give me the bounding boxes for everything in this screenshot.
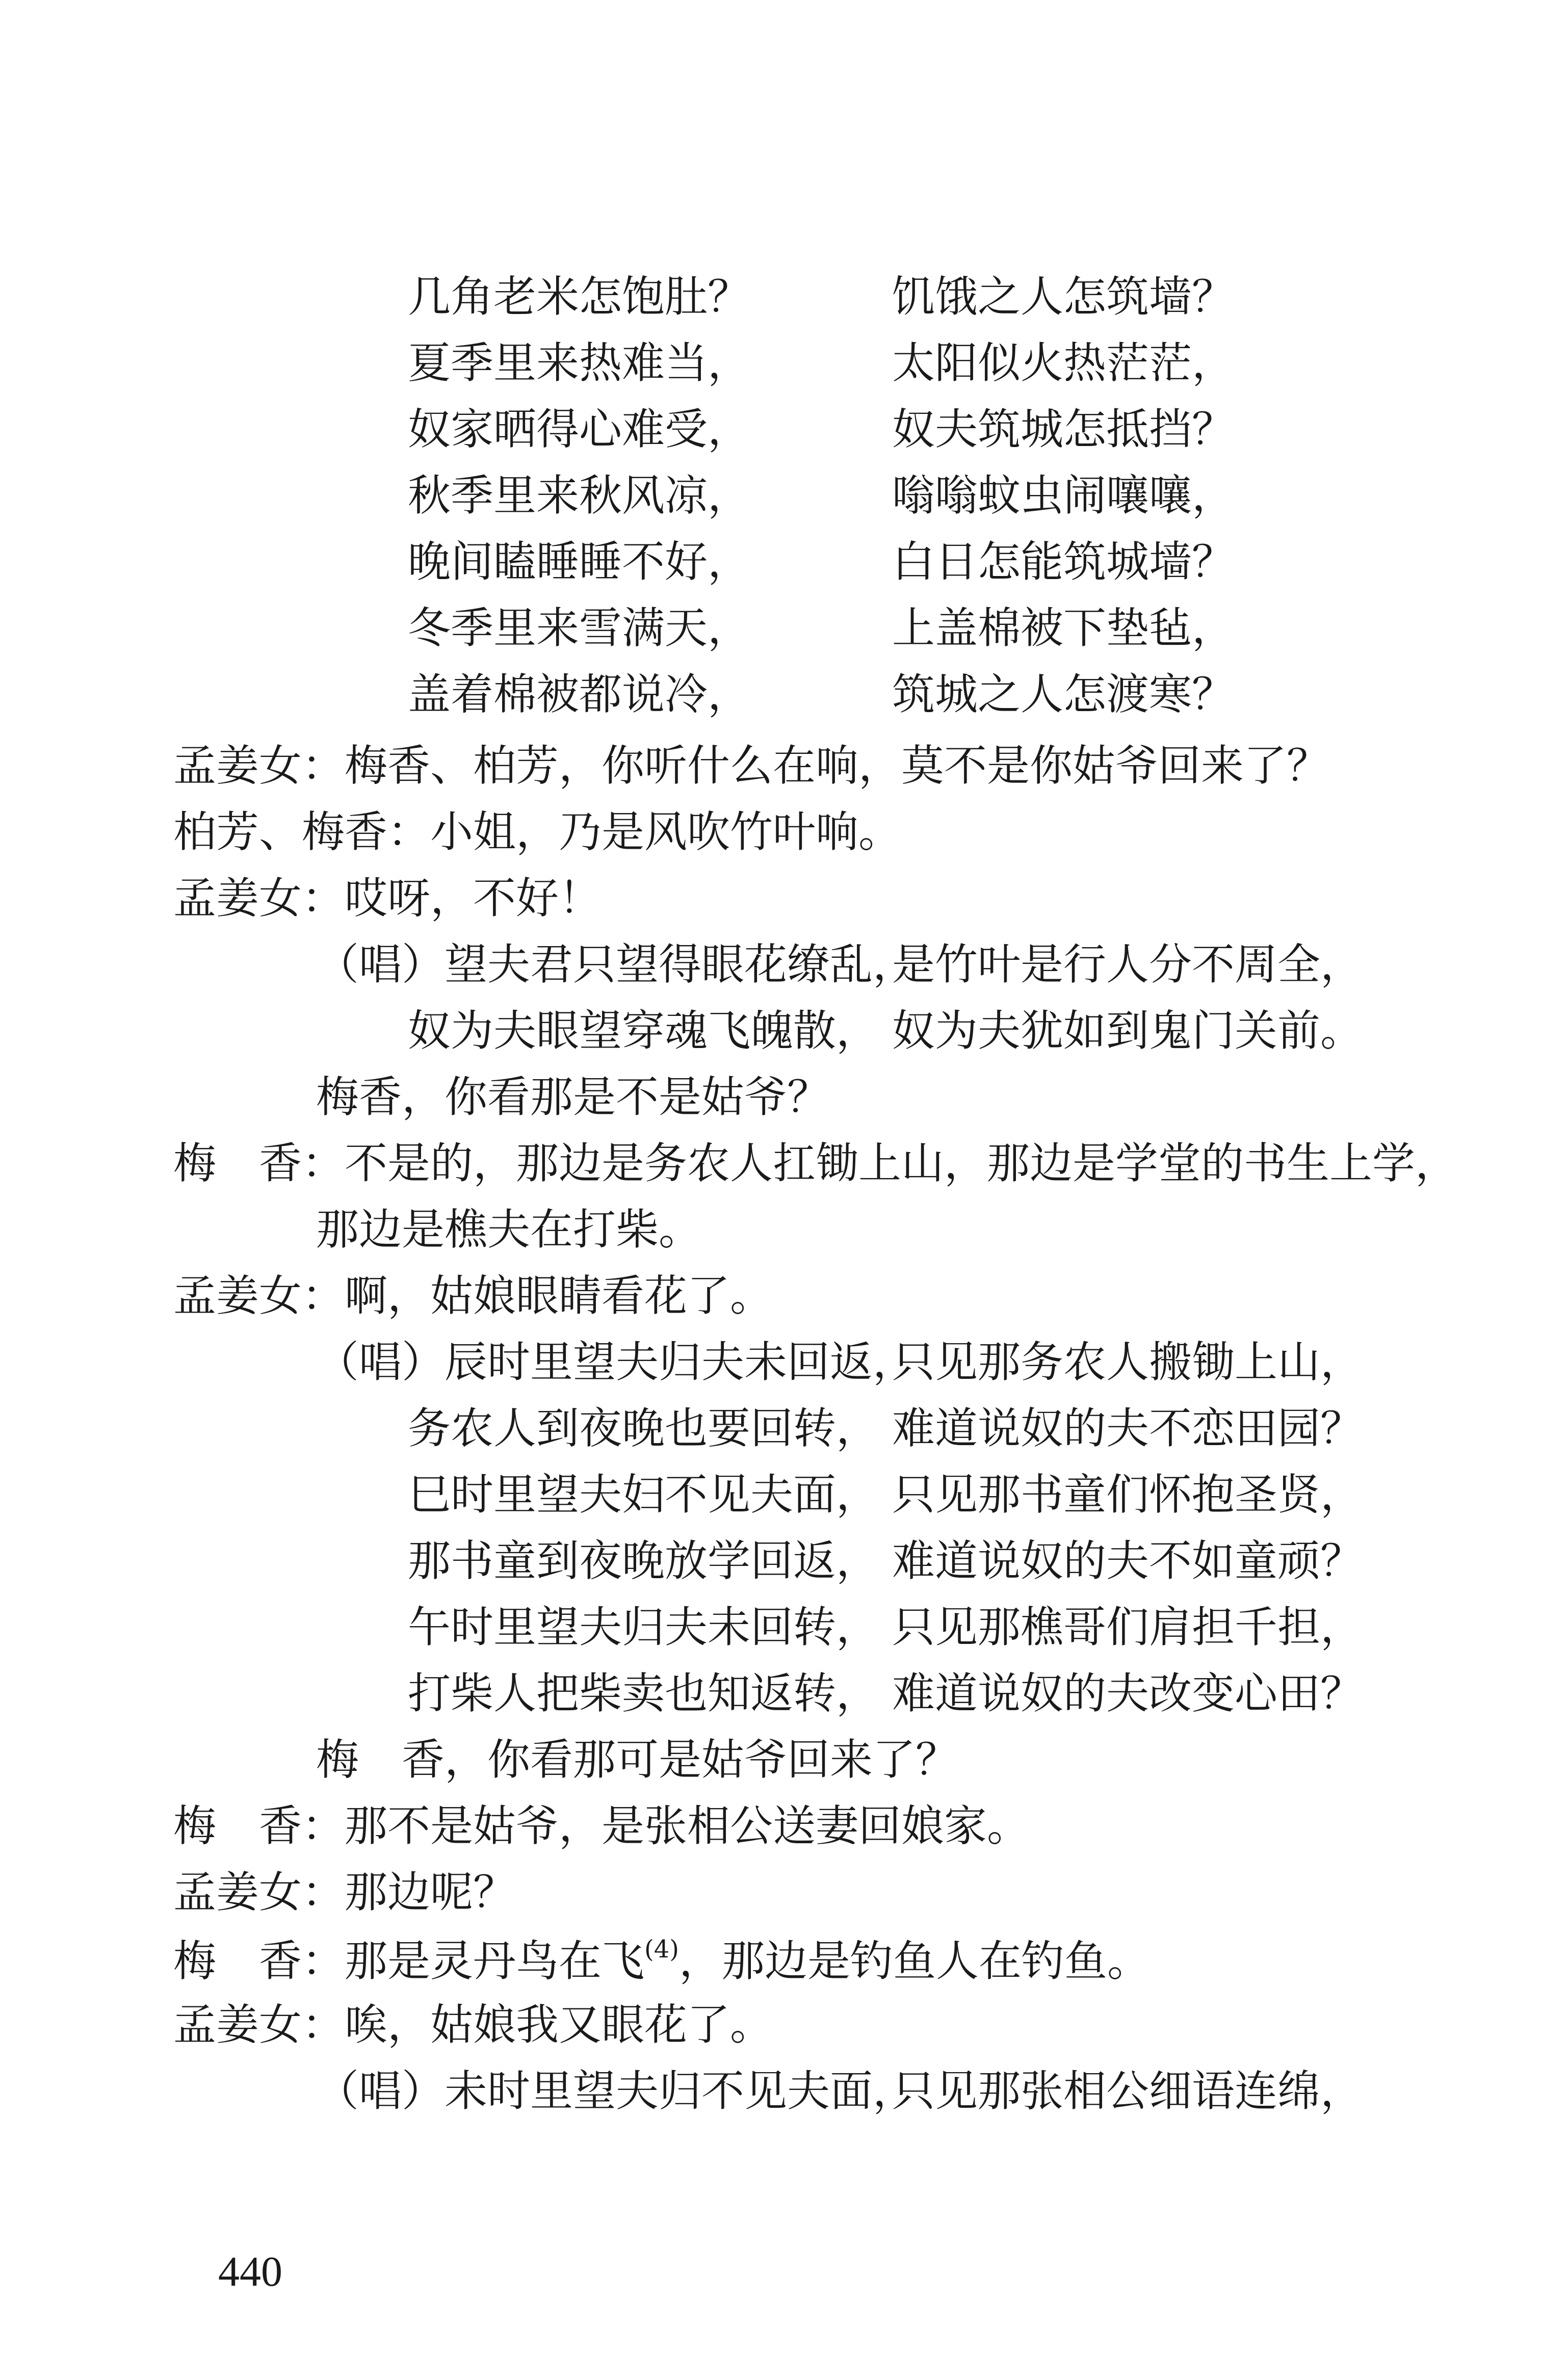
verse-left: 奴家晒得心难受， [408, 404, 751, 454]
verse-left: 几角老米怎饱肚？ [408, 272, 751, 322]
dialogue-continuation: 那边是樵夫在打柴。 [316, 1205, 702, 1254]
spoken-line: 梅香，你看那是不是姑爷？ [316, 1072, 830, 1122]
dialogue-line: 孟姜女：啊，姑娘眼睛看花了。 [173, 1271, 773, 1321]
song-right: 是竹叶是行人分不周全， [892, 939, 1364, 989]
verse-right: 白日怎能筑城墙？ [892, 537, 1235, 587]
verse-left: 夏季里来热难当， [408, 338, 751, 388]
verse-left: 盖着棉被都说冷， [408, 669, 751, 719]
dialogue-line: 柏芳、梅香：小姐，乃是风吹竹叶响。 [173, 807, 902, 857]
dialogue-line: 梅 香：那不是姑爷，是张相公送妻回娘家。 [173, 1801, 1030, 1851]
verse-left: 冬季里来雪满天， [408, 603, 751, 653]
song-left: （唱）辰时里望夫归夫未回返， [316, 1337, 916, 1387]
verse-left: 秋季里来秋风凉， [408, 470, 751, 520]
verse-right: 太阳似火热茫茫， [892, 338, 1235, 388]
spoken-line: 梅 香，你看那可是姑爷回来了？ [316, 1735, 959, 1785]
dialogue-line: 孟姜女：哎呀，不好！ [173, 873, 602, 923]
song-left: 巳时里望夫妇不见夫面， [408, 1470, 879, 1520]
song-right: 只见那务农人搬锄上山， [892, 1337, 1364, 1387]
song-left: 那书童到夜晚放学回返， [408, 1536, 879, 1586]
song-right: 难道说奴的夫改变心田？ [892, 1668, 1364, 1718]
dialogue-line: 孟姜女：唉，姑娘我又眼花了。 [173, 2000, 773, 2050]
dialogue-line: 孟姜女：梅香、柏芳，你听什么在响，莫不是你姑爷回来了？ [173, 741, 1330, 791]
song-left: 打柴人把柴卖也知返转， [408, 1668, 879, 1718]
footnote-marker[interactable]: (4) [644, 1935, 679, 1964]
page-number: 440 [218, 2248, 282, 2295]
song-left: （唱）望夫君只望得眼花缭乱， [316, 939, 916, 989]
song-right: 难道说奴的夫不恋田园？ [892, 1403, 1364, 1453]
song-right: 只见那樵哥们肩担千担， [892, 1602, 1364, 1652]
song-right: 只见那书童们怀抱圣贤， [892, 1470, 1364, 1520]
dialogue-text: ，那边是钓鱼人在钓鱼。 [679, 1936, 1151, 1986]
verse-right: 奴夫筑城怎抵挡？ [892, 404, 1235, 454]
verse-left: 晚间瞌睡睡不好， [408, 537, 751, 587]
song-right: 奴为夫犹如到鬼门关前。 [892, 1006, 1364, 1056]
verse-right: 饥饿之人怎筑墙？ [892, 272, 1235, 322]
song-left: 午时里望夫归夫未回转， [408, 1602, 879, 1652]
song-left: （唱）未时里望夫归不见夫面， [316, 2066, 916, 2116]
song-left: 务农人到夜晚也要回转， [408, 1403, 879, 1453]
song-right: 只见那张相公细语连绵， [892, 2066, 1364, 2116]
dialogue-line: 梅 香：不是的，那边是务农人扛锄上山，那边是学堂的书生上学， [173, 1138, 1458, 1188]
verse-right: 上盖棉被下垫毡， [892, 603, 1235, 653]
verse-right: 筑城之人怎渡寒？ [892, 669, 1235, 719]
dialogue-text: 梅 香：那是灵丹鸟在飞 [173, 1936, 645, 1986]
dialogue-line [173, 1935, 1151, 1986]
song-left: 奴为夫眼望穿魂飞魄散， [408, 1006, 879, 1056]
verse-right: 嗡嗡蚊虫闹嚷嚷， [892, 470, 1235, 520]
song-right: 难道说奴的夫不如童顽？ [892, 1536, 1364, 1586]
dialogue-line: 孟姜女：那边呢？ [173, 1867, 516, 1917]
